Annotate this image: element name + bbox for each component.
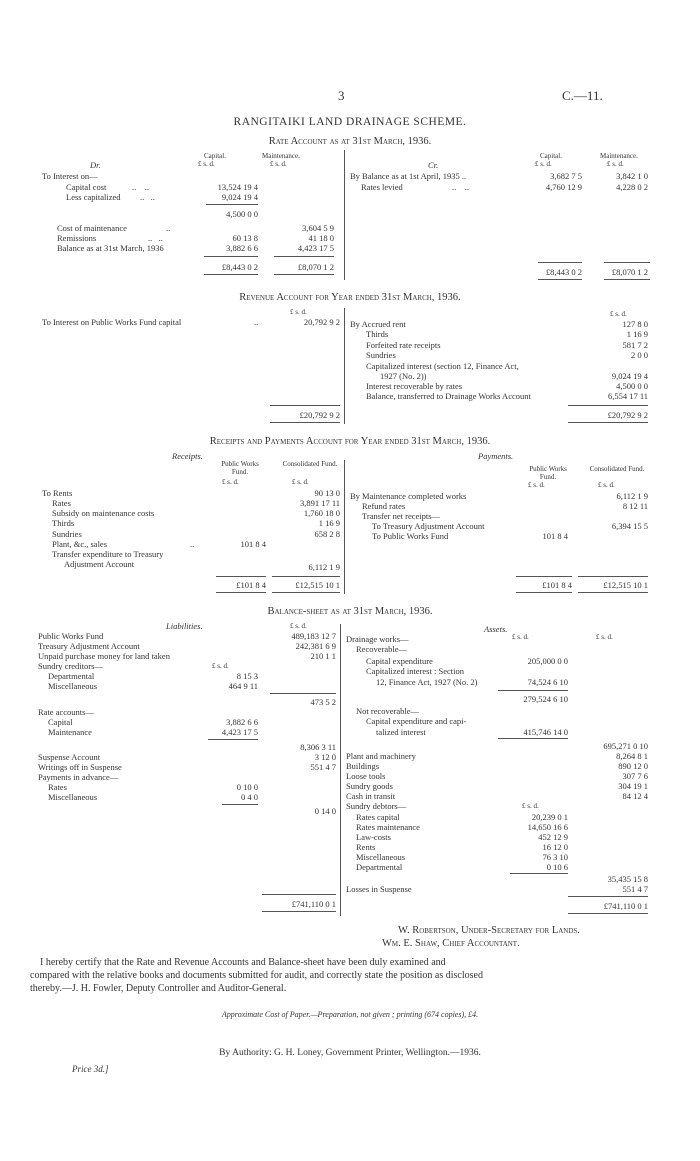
liab-suspense-value: 3 12 0	[314, 752, 336, 762]
receipts-cf-header: Consolidated Fund.	[282, 460, 338, 468]
asset-cash-transit-value: 84 12 4	[622, 791, 648, 801]
payments-cf-0: 6,112 1 9	[616, 491, 648, 501]
payments-total-cf: £12,515 10 1	[603, 580, 648, 590]
dr-label: Dr.	[90, 160, 101, 170]
revenue-interest-pwf-value: 20,792 9 2	[303, 317, 340, 327]
revenue-right-total: £20,792 9 2	[607, 410, 648, 420]
price-note: Price 3d.]	[72, 1064, 109, 1074]
liab-capital: Capital	[48, 717, 73, 727]
rate-right-capital-header: Capital.	[540, 152, 562, 160]
revenue-right-item-1: Thirds	[366, 329, 389, 339]
liabilities-label: Liabilities.	[166, 621, 203, 631]
debtor-item-1: Rates maintenance	[356, 822, 420, 832]
rate-balance-1936: Balance as at 31st March, 1936	[57, 243, 164, 253]
rate-balance-c: 3,882 6 6	[226, 243, 258, 253]
authority-line: By Authority: G. H. Loney, Government Printer, Wellington.—1936.	[219, 1048, 481, 1058]
rate-left-lsd-m: £ s. d.	[270, 160, 287, 168]
rate-left-total-c: £8,443 0 2	[221, 262, 258, 272]
liab-miscellaneous: Miscellaneous	[48, 681, 98, 691]
revenue-right-value-0: 127 8 0	[622, 319, 648, 329]
rate-rates-levied-m: 4,228 0 2	[616, 182, 648, 192]
receipts-label: Receipts.	[172, 451, 203, 461]
receipts-item-6: Transfer expenditure to Treasury	[52, 549, 164, 559]
rate-less-capitalized-value: 9,024 19 4	[221, 192, 258, 202]
receipts-pwf-lsd: £ s. d.	[222, 478, 239, 486]
rate-interest-on: To Interest on—	[42, 171, 98, 181]
receipts-cf-4: 658 2 8	[314, 529, 340, 539]
liab-capital-value: 3,882 6 6	[226, 717, 258, 727]
debtor-value-5: 0 10 6	[546, 862, 568, 872]
balance-sheet-title: Balance-sheet as at 31st March, 1936.	[267, 606, 433, 617]
certification-line-3: thereby.—J. H. Fowler, Deputy Controller and Auditor-General.	[30, 983, 287, 994]
payments-cf-header: Consolidated Fund.	[589, 465, 645, 473]
rate-rates-levied-c: 4,760 12 9	[545, 182, 582, 192]
liab-adv-total: 0 14 0	[314, 806, 336, 816]
receipts-pwf-header: Public Works Fund.	[221, 460, 259, 476]
liab-unpaid: Unpaid purchase money for land taken	[38, 651, 170, 661]
liab-sundry-creditors: Sundry creditors—	[38, 661, 103, 671]
asset-cap-exp-capi-value: 415,746 14 0	[523, 727, 568, 737]
asset-capital-expenditure: Capital expenditure	[366, 656, 433, 666]
asset-cap-exp-capi-1: Capital expenditure and capi-	[366, 716, 467, 726]
asset-capital-expenditure-value: 205,000 0 0	[527, 656, 568, 666]
revenue-right-item-7: Balance, transferred to Drainage Works Account	[366, 391, 531, 401]
asset-total: £741,110 0 1	[603, 901, 648, 911]
rate-right-lsd-m: £ s. d.	[607, 160, 624, 168]
asset-debtors-lsd: £ s. d.	[522, 802, 539, 810]
rate-by-balance-m: 3,842 1 0	[616, 171, 648, 181]
asset-cap-exp-capi-2: talized interest	[376, 727, 426, 737]
debtor-item-0: Rates capital	[356, 812, 400, 822]
receipts-cf-2: 1,760 18 0	[303, 508, 340, 518]
liab-departmental-value: 8 15 3	[236, 671, 258, 681]
receipts-item-5: Plant, &c., sales	[52, 539, 108, 549]
rate-right-maint-header: Maintenance.	[600, 152, 638, 160]
debtor-value-4: 76 3 10	[542, 852, 568, 862]
rate-right-total-m: £8,070 1 2	[611, 267, 648, 277]
rate-capital-cost: Capital cost	[66, 182, 107, 192]
rate-left-capital-header: Capital.	[204, 152, 226, 160]
revenue-left-lsd: £ s. d.	[290, 308, 307, 316]
revenue-right-lsd: £ s. d.	[610, 310, 627, 318]
receipts-cf-0: 90 13 0	[314, 488, 340, 498]
liab-adv-rates: Rates	[48, 782, 67, 792]
receipts-item-3: Thirds	[52, 518, 75, 528]
liab-writings-off: Writings off in Suspense	[38, 762, 122, 772]
liab-taa: Treasury Adjustment Account	[38, 641, 140, 651]
receipts-item-7: Adjustment Account	[64, 559, 135, 569]
asset-losses-suspense: Losses in Suspense	[346, 884, 412, 894]
liab-adv-misc-value: 0 4 0	[241, 792, 258, 802]
revenue-right-value-5: 9,024 19 4	[611, 371, 648, 381]
revenue-right-item-3: Sundries	[366, 350, 396, 360]
liab-payments-advance: Payments in advance—	[38, 772, 119, 782]
liab-taa-value: 242,381 6 9	[295, 641, 336, 651]
cr-label: Cr.	[428, 160, 439, 170]
payments-cf-1: 8 12 11	[622, 501, 648, 511]
debtor-item-2: Law-costs	[356, 832, 391, 842]
asset-recoverable: Recoverable—	[356, 644, 407, 654]
revenue-right-value-2: 581 7 2	[622, 340, 648, 350]
payments-pwf-header: Public Works Fund.	[529, 465, 567, 481]
asset-not-recoverable: Not recoverable—	[356, 706, 420, 716]
debtor-item-5: Departmental	[356, 862, 403, 872]
receipts-item-1: Rates	[52, 498, 71, 508]
liab-suspense: Suspense Account	[38, 752, 101, 762]
liab-lsd: £ s. d.	[290, 622, 307, 630]
assets-lsd-inner: £ s. d.	[512, 633, 529, 641]
asset-sundry-debtors: Sundry debtors—	[346, 801, 407, 811]
rate-remissions-m: 41 18 0	[308, 233, 334, 243]
payments-item-2: Transfer net receipts—	[362, 511, 441, 521]
rate-cost-maintenance-m: 3,604 5 9	[302, 223, 334, 233]
assets-lsd-outer: £ s. d.	[596, 633, 613, 641]
rate-net-interest: 4,500 0 0	[226, 209, 258, 219]
receipts-cf-1: 3,891 17 11	[299, 498, 340, 508]
debtor-item-4: Miscellaneous	[356, 852, 406, 862]
certification-line-1: I hereby certify that the Rate and Revenue Accounts and Balance-sheet have been duly examined and	[40, 957, 446, 968]
signature-robertson: W. Robertson, Under-Secretary for Lands.	[398, 925, 580, 936]
assets-label: Assets.	[484, 624, 508, 634]
rate-right-total-c: £8,443 0 2	[545, 267, 582, 277]
debtor-value-1: 14,650 16 6	[527, 822, 568, 832]
document-reference: C.—11.	[562, 88, 603, 103]
rate-right-lsd-c: £ s. d.	[535, 160, 552, 168]
revenue-interest-pwf: To Interest on Public Works Fund capital	[42, 317, 182, 327]
receipts-item-2: Subsidy on maintenance costs	[52, 508, 155, 518]
payments-cf-3: 6,394 15 5	[611, 521, 648, 531]
debtor-item-3: Rents	[356, 842, 376, 852]
debtor-value-3: 16 12 0	[542, 842, 568, 852]
rate-less-capitalized: Less capitalized	[66, 192, 121, 202]
page-number: 3	[338, 88, 345, 103]
receipts-total-pwf: £101 8 4	[236, 580, 266, 590]
asset-losses-suspense-value: 551 4 7	[622, 884, 648, 894]
liab-sundry-total: 473 5 2	[310, 697, 336, 707]
revenue-right-item-5: 1927 (No. 2))	[380, 371, 427, 381]
asset-loose-tools: Loose tools	[346, 771, 386, 781]
receipts-cf-lsd: £ s. d.	[292, 478, 309, 486]
receipts-total-cf: £12,515 10 1	[295, 580, 340, 590]
liab-rate-total: 8,306 3 11	[300, 742, 336, 752]
rate-left-maint-header: Maintenance.	[262, 152, 300, 160]
liab-adv-misc: Miscellaneous	[48, 792, 98, 802]
debtor-value-2: 452 12 9	[538, 832, 568, 842]
rate-balance-m: 4,423 17 5	[297, 243, 334, 253]
revenue-right-value-7: 6,554 17 11	[607, 391, 648, 401]
payments-item-4: To Public Works Fund	[372, 531, 449, 541]
liab-departmental: Departmental	[48, 671, 95, 681]
payments-cf-lsd: £ s. d.	[598, 481, 615, 489]
rate-account-title: Rate Account as at 31st March, 1936.	[268, 136, 432, 147]
cost-of-paper-note: Approximate Cost of Paper.—Preparation, not given ; printing (674 copies), £4.	[221, 1010, 479, 1019]
rate-cost-maintenance: Cost of maintenance	[57, 223, 127, 233]
asset-capitalized-interest-1: Capitalized interest : Section	[366, 666, 464, 676]
receipts-cf-7: 6,112 1 9	[308, 562, 340, 572]
main-title: RANGITAIKI LAND DRAINAGE SCHEME.	[233, 116, 467, 128]
liab-maintenance-value: 4,423 17 5	[221, 727, 258, 737]
revenue-right-value-6: 4,500 0 0	[616, 381, 648, 391]
receipts-pwf-5: 101 8 4	[240, 539, 266, 549]
revenue-right-item-0: By Accrued rent	[350, 319, 406, 329]
revenue-account-title: Revenue Account for Year ended 31st March, 1936.	[239, 292, 461, 303]
certification-line-2: compared with the relative books and documents submitted for audit, and correctly state the position as disclosed	[30, 970, 483, 981]
asset-cash-transit: Cash in transit	[346, 791, 396, 801]
receipts-item-0: To Rents	[42, 488, 73, 498]
revenue-right-item-6: Interest recoverable by rates	[366, 381, 463, 391]
rate-remissions: Remissions	[57, 233, 97, 243]
asset-capitalized-interest-value: 74,524 6 10	[527, 677, 568, 687]
liab-total: £741,110 0 1	[291, 899, 336, 909]
asset-loose-tools-value: 307 7 6	[622, 771, 648, 781]
asset-drainage-works: Drainage works—	[346, 634, 409, 644]
asset-plant: Plant and machinery	[346, 751, 416, 761]
payments-item-0: By Maintenance completed works	[350, 491, 467, 501]
revenue-right-value-3: 2 0 0	[631, 350, 648, 360]
receipts-cf-3: 1 16 9	[318, 518, 340, 528]
rate-by-balance: By Balance as at 1st April, 1935 ..	[350, 171, 467, 181]
asset-sundry-goods-value: 304 19 1	[618, 781, 648, 791]
receipts-payments-title: Receipts and Payments Account for Year ended 31st March, 1936.	[209, 436, 491, 447]
rate-left-total-m: £8,070 1 2	[297, 262, 334, 272]
rate-rates-levied: Rates levied	[361, 182, 403, 192]
revenue-right-item-2: Forfeited rate receipts	[366, 340, 441, 350]
liab-pwf: Public Works Fund	[38, 631, 104, 641]
liab-pwf-value: 489,183 12 7	[291, 631, 336, 641]
asset-debtors-total: 35,435 15 8	[607, 874, 648, 884]
liab-inner-lsd: £ s. d.	[212, 662, 229, 670]
payments-pwf-4: 101 8 4	[542, 531, 568, 541]
signature-shaw: Wm. E. Shaw, Chief Accountant.	[382, 938, 520, 949]
payments-item-1: Refund rates	[362, 501, 406, 511]
revenue-left-total: £20,792 9 2	[299, 410, 340, 420]
asset-buildings-value: 890 12 0	[618, 761, 648, 771]
receipts-item-4: Sundries	[52, 529, 82, 539]
asset-drainage-total: 695,271 0 10	[603, 741, 648, 751]
liab-writings-off-value: 551 4 7	[310, 762, 336, 772]
payments-total-pwf: £101 8 4	[542, 580, 572, 590]
liab-miscellaneous-value: 464 9 11	[228, 681, 258, 691]
revenue-right-item-4: Capitalized interest (section 12, Finance Act,	[366, 361, 519, 371]
asset-recoverable-total: 279,524 6 10	[523, 694, 568, 704]
payments-item-3: To Treasury Adjustment Account	[372, 521, 485, 531]
liab-unpaid-value: 210 1 1	[310, 651, 336, 661]
rate-left-lsd-c: £ s. d.	[198, 160, 215, 168]
asset-buildings: Buildings	[346, 761, 380, 771]
rate-by-balance-c: 3,682 7 5	[550, 171, 582, 181]
liab-rate-accounts: Rate accounts—	[38, 707, 94, 717]
asset-plant-value: 8,264 8 1	[616, 751, 648, 761]
rate-remissions-c: 60 13 8	[232, 233, 258, 243]
asset-capitalized-interest-2: 12, Finance Act, 1927 (No. 2)	[376, 677, 478, 687]
rate-capital-cost-value: 13,524 19 4	[217, 182, 258, 192]
payments-pwf-lsd: £ s. d.	[528, 481, 545, 489]
liab-adv-rates-value: 0 10 0	[236, 782, 258, 792]
asset-sundry-goods: Sundry goods	[346, 781, 393, 791]
payments-label: Payments.	[478, 451, 514, 461]
debtor-value-0: 20,239 0 1	[531, 812, 568, 822]
revenue-right-value-1: 1 16 9	[626, 329, 648, 339]
liab-maintenance: Maintenance	[48, 727, 92, 737]
